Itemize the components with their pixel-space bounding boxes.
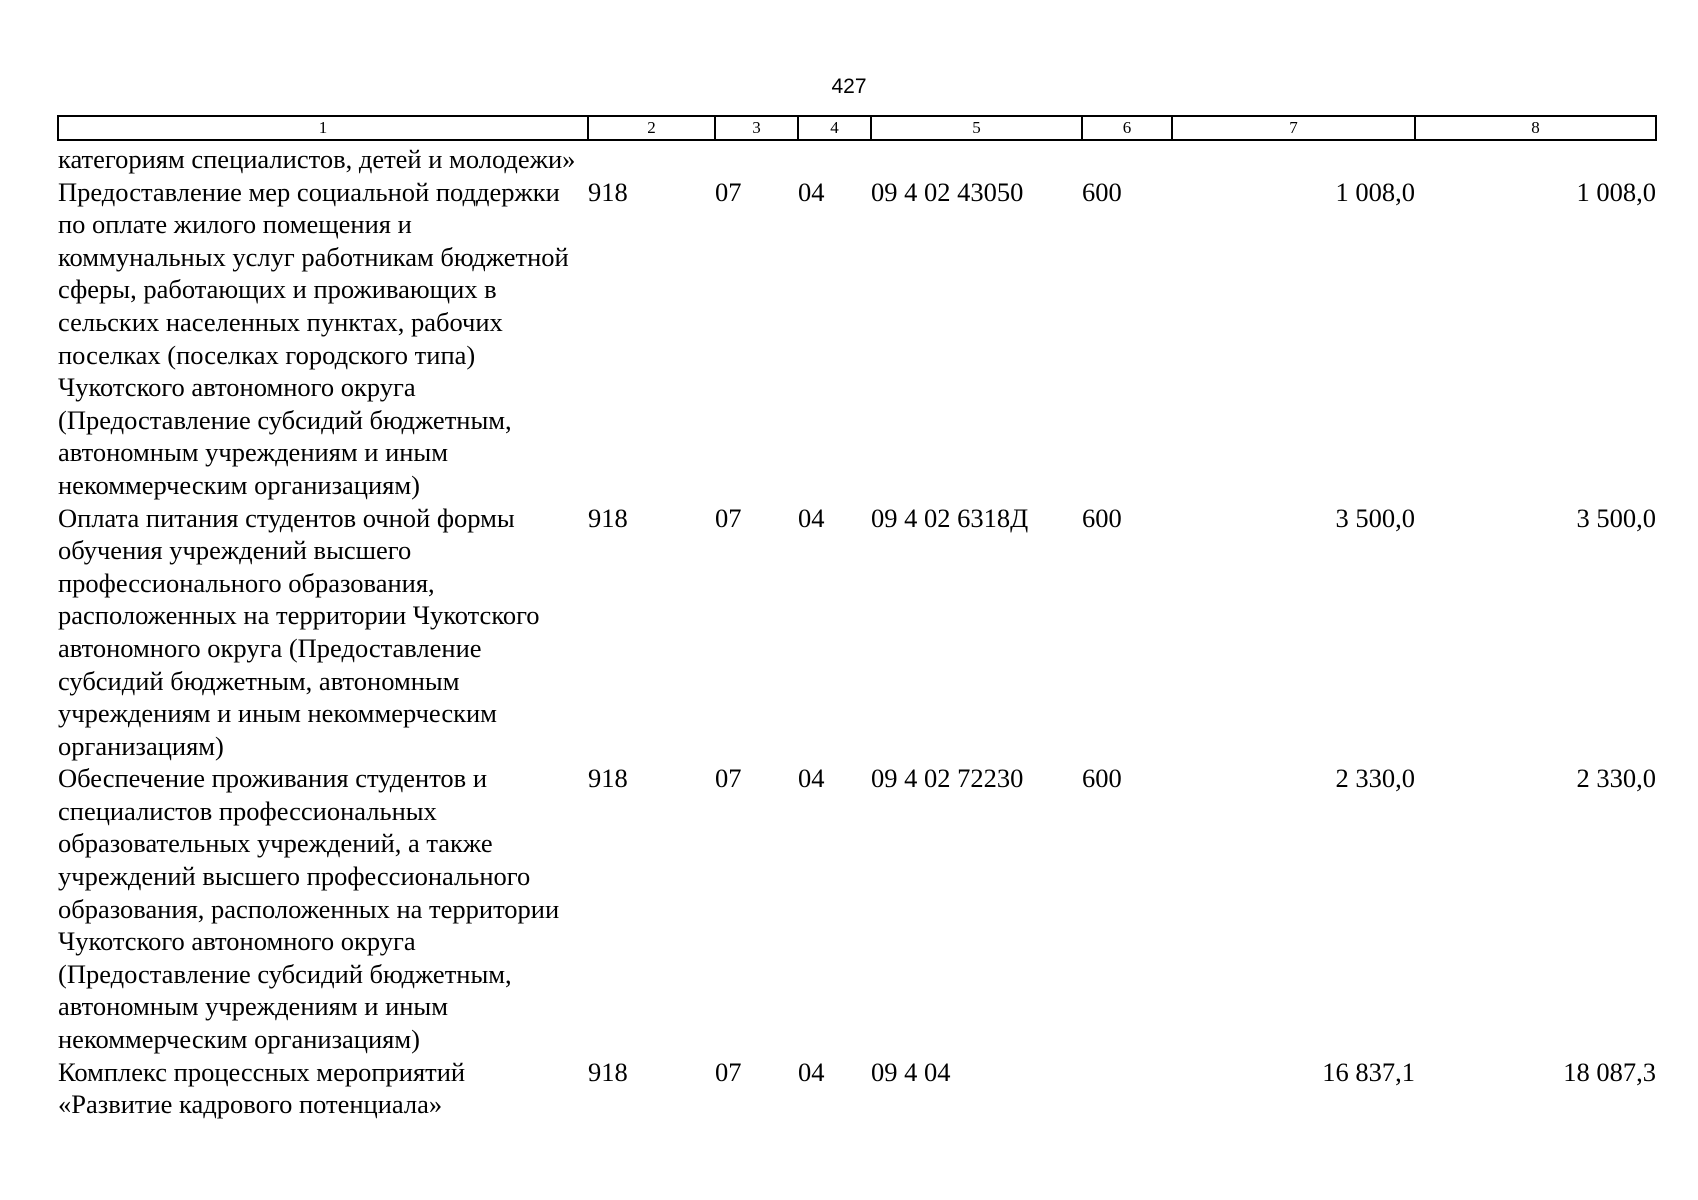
budget-table [57,115,1657,1121]
row-name: Предоставление мер социальной поддержки по оплате жилого помещения и коммунальных услуг работникам бюджетной сферы, работающих и проживающих в сельских населенных пунктах, рабочих поселках (поселках городского типа) Чукотского автономного округа (Предоставление субсидий бюджетным, автономным учреждениям и иным некоммерческим организациям) [58,176,569,500]
row-admin-code: 918 [588,763,628,794]
table-row [58,1056,1656,1121]
row-amount-year2: 18 087,3 [1563,1056,1656,1087]
table-row [58,502,1656,763]
column-number-6: 6 [1082,116,1172,140]
column-number-8: 8 [1415,116,1656,140]
row-subsection: 04 [798,502,825,533]
table-row [58,762,1656,1055]
row-target-code: 09 4 02 43050 [871,176,1024,207]
row-subsection: 04 [798,1056,825,1087]
row-subsection: 04 [798,176,825,207]
table-body [58,140,1656,1121]
row-section: 07 [715,1056,742,1087]
row-subsection: 04 [798,763,825,794]
row-amount-year1 [1172,140,1415,176]
column-number-5: 5 [871,116,1082,140]
column-number-3: 3 [715,116,798,140]
row-target-code [871,140,1082,176]
row-section: 07 [715,763,742,794]
row-amount-year1: 16 837,1 [1322,1056,1415,1087]
table-header [58,116,1656,140]
row-amount-year1: 3 500,0 [1335,502,1415,533]
row-name: Обеспечение проживания студентов и специалистов профессиональных образовательных учреждений, а также учреждений высшего профессионального образования, расположенных на территории Чукотского автономного округа (Предоставление субсидий бюджетным, автономным учреждениям и иным некоммерческим организациям) [58,763,560,1055]
row-amount-year2: 1 008,0 [1576,176,1656,207]
row-admin-code [588,140,715,176]
row-amount-year2 [1415,140,1656,176]
row-target-code: 09 4 04 [871,1056,951,1087]
column-number-4: 4 [798,116,871,140]
row-target-code: 09 4 02 6318Д [871,502,1029,533]
row-amount-year1: 1 008,0 [1335,176,1415,207]
header-row [58,116,1656,140]
row-expense-type: 600 [1082,502,1122,533]
row-section [715,140,798,176]
row-section: 07 [715,502,742,533]
page-number: 427 [831,75,867,98]
row-amount-year1: 2 330,0 [1335,763,1415,794]
row-amount-year2: 3 500,0 [1576,502,1656,533]
table-row [58,176,1656,502]
row-expense-type: 600 [1082,763,1122,794]
column-number-7: 7 [1172,116,1415,140]
row-name: категориям специалистов, детей и молодежи» [58,144,576,174]
row-expense-type: 600 [1082,176,1122,207]
row-name: Оплата питания студентов очной формы обучения учреждений высшего профессионального образования, расположенных на территории Чукотского автономного округа (Предоставление субсидий бюджетным, автономным учреждениям и иным некоммерческим организациям) [58,502,540,761]
row-expense-type [1082,140,1172,176]
row-expense-type [1082,1056,1172,1121]
row-target-code: 09 4 02 72230 [871,763,1024,794]
row-section: 07 [715,176,742,207]
row-name: Комплекс процессных мероприятий «Развитие кадрового потенциала» [58,1056,466,1120]
row-admin-code: 918 [588,502,628,533]
row-admin-code: 918 [588,176,628,207]
row-amount-year2: 2 330,0 [1576,763,1656,794]
table-row [58,140,1656,176]
row-admin-code: 918 [588,1056,628,1087]
column-number-1: 1 [58,116,588,140]
row-subsection [798,140,871,176]
column-number-2: 2 [588,116,715,140]
